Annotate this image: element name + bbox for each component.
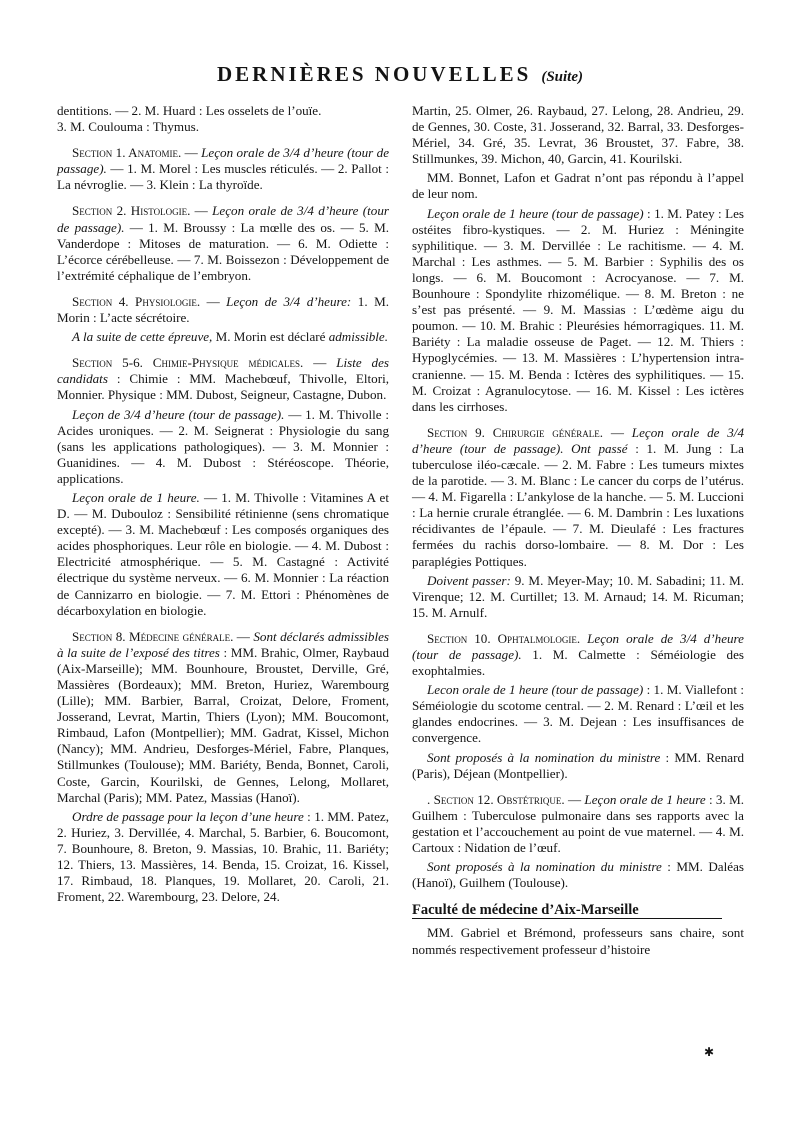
section-5-6-chimie-physique: Section 5-6. Chimie-Physique médicales. — Liste des candidats : Chimie : MM. Machebœuf, Thivolle, Eltori, Monnier. Physique : MM. Dubost, Seigneur, Castagne, Dubon.: [57, 355, 389, 403]
section-label: Section 10. Ophtalmologie.: [427, 630, 581, 646]
paragraph: Martin, 25. Olmer, 26. Raybaud, 27. Lelong, 28. Andrieu, 29. de Gennes, 30. Coste, 31. Josserand, 32. Barral, 33. Desforges-Mériel, 34. Gré, 35. Levrat, 36 Broustet, 37. Fabre, 38. Stillmunkes, 39. Michon, 40, Garcin, 41. Kourilski.: [412, 103, 744, 167]
left-column: [57, 103, 389, 908]
paragraph: Sont proposés à la nomination du ministre : MM. Renard (Paris), Déjean (Montpellier).: [412, 749, 744, 781]
right-column: [412, 103, 744, 961]
section-label: Section 4. Physiologie.: [72, 293, 201, 309]
page-header: [40, 62, 760, 87]
section-label: Section 9. Chirurgie générale.: [427, 424, 604, 440]
header-suite: (Suite): [541, 69, 583, 85]
section-label: Section 5-6. Chimie-Physique médicales.: [72, 355, 304, 371]
paragraph: Leçon de 3/4 d’heure (tour de passage). — 1. M. Thivolle : Acides uroniques. — 2. M. Seignerat : Physiologie du sang (sans les applications pathologiques). — 3. M. Monnier : Guanidines. — 4. M. Dubost : Stéréoscope. Théorie, applications.: [57, 406, 389, 486]
paragraph: MM. Bonnet, Lafon et Gadrat n’ont pas répondu à l’appel de leur nom.: [412, 170, 744, 202]
faculty-heading: Faculté de médecine d’Aix-Marseille: [412, 902, 722, 919]
section-2-histologie: Section 2. Histologie. — Leçon orale de 3/4 d’heure (tour de passage). — 1. M. Broussy : La mœlle des os. — 5. M. Vanderdope : Mitoses de maturation. — 6. M. Odiette : L’écorce cérébelleuse. — 7. M. Boissezon : Développement de l’extrémité céphalique de l’embryon.: [57, 203, 389, 283]
paragraph: Lecon orale de 1 heure (tour de passage) : 1. M. Viallefont : Séméiologie du scotome central. — 2. M. Renard : L’œil et les glandes endocrines. — 3. M. Dejean : Les insuffisances de convergence.: [412, 682, 744, 746]
header-title: DERNIÈRES NOUVELLES: [217, 62, 532, 86]
section-1-anatomie: Section 1. Anatomie. — Leçon orale de 3/4 d’heure (tour de passage). — 1. M. Morel : Les muscles réticulés. — 2. Pallot : La névroglie. — 3. Klein : La thyroïde.: [57, 145, 390, 193]
section-10-ophtalmologie: Section 10. Ophtalmologie. Leçon orale de 3/4 d’heure (tour de passage). 1. M. Calmette : Séméiologie des exophtalmies.: [412, 630, 744, 679]
paragraph: MM. Gabriel et Brémond, professeurs sans chaire, sont nommés respectivement professeur d’histoire: [412, 925, 744, 957]
paragraph: A la suite de cette épreuve, M. Morin est déclaré admissible.: [72, 329, 388, 345]
paragraph: Leçon orale de 1 heure (tour de passage) : 1. M. Patey : Les ostéites fibro-kystiques. — 2. M. Huriez : Méningite syphilitique. — 3. M. Dervillée : Le rachitisme. — 4. M. Marchal : Les asthmes. — 5. M. Barbier : Syphilis des os longs. — 6. M. Boucomont : Acrocyanose. — 7. M. Bounhoure : Spondylite rhizomélique. — 8. M. Breton : ne s’est pas présenté. — 9. M. Massias : L’œdème aigu du poumon. — 10. M. Brahic : Pleurésies hémorragiques. 11. M. Bariéty : La maladie osseuse de Paget. — 12. M. Thiers : Hypoglycémies. — 13. M. Massières : L’hypertension intra-cranienne. — 15. M. Benda : Ictères des syphilitiques. — 15. M. Croizat : Agranulocytose. — 16. M. Kissel : Les ictères dans les cirrhoses.: [412, 205, 744, 414]
paragraph: Ordre de passage pour la leçon d’une heure : 1. MM. Patez, 2. Huriez, 3. Dervillée, 4. Marchal, 5. Barbier, 6. Boucomont, 7. Bounhoure, 8. Breton, 9. Massias, 10. Brahic, 11. Bariéty; 12. Thiers, 13. Massières, 14. Benda, 15. Croizat, 16. Kissel, 17. Rimbaud, 18. Planques, 19. Mollaret, 20. Caroli, 21. Froment, 22. Warembourg, 23. Delore, 24.: [57, 808, 389, 905]
section-label: Section 1. Anatomie.: [72, 145, 182, 161]
section-9-chirurgie-generale: Section 9. Chirurgie générale. — Leçon orale de 3/4 d’heure (tour de passage). Ont passé : 1. M. Jung : La tuberculose iléo-cæcale. — 2. M. Fabre : Les tumeurs mixtes de la parotide. — 3. M. Blanc : Le cancer du corps de l’utérus. — 4. M. Figarella : L’ankylose de la hanche. — 5. M. Luccioni : La hernie crurale étranglée. — 6. M. Dambrin : Les luxations récidivantes de l’épaule. — 7. M. Dieulafé : Les fractures fermées du rachis dorso-lombaire. — 8. M. Dor : Les paraplégies Pottiques.: [412, 424, 744, 569]
section-label: Section 8. Médecine générale.: [72, 628, 234, 644]
paragraph: Sont proposés à la nomination du ministre : MM. Daléas (Hanoï), Guilhem (Toulouse).: [412, 859, 744, 891]
section-8-medecine-generale: Section 8. Médecine générale. — Sont déclarés admissibles à la suite de l’exposé des titres : MM. Brahic, Olmer, Raybaud (Aix-Marseille); MM. Bounhoure, Broustet, Derville, Gré, Massières (Bordeaux); MM. Breton, Huriez, Warembourg (Lille); MM. Barbier, Barral, Croizat, Delore, Froment, Josserand, Levrat, Martin, Thiers (Lyon); MM. Boucomont, Rimbaud, Lafon (Montpellier); MM. Gadrat, Kissel, Michon (Nancy); MM. Andrieu, Desforges-Mériel, Fabre, Planques, Stillmunkes (Toulouse); MM. Bariéty, Benda, Bonnet, Caroli, Coste, Garcin, Kourilski, de Gennes, Lelong, Mollaret, Marchal (Paris); MM. Patez, Massias (Hanoï).: [57, 628, 390, 805]
section-label: Section 12. Obstétrique.: [433, 791, 565, 807]
paragraph: Leçon orale de 1 heure. — 1. M. Thivolle : Vitamines A et D. — M. Dubouloz : Sensibilité rétinienne (sens chromatique excepté). — 3. M. Machebœuf : Les composés organiques des acides phosphoriques. Leur rôle en biologie. — 4. M. Dubost : Electricité atmosphérique. — 5. M. Castagné : Activité électrique du système nerveux. — 6. M. Monnier : La réaction de Cannizarro en biologie. — 7. M. Ettori : Phénomènes de décarboxylation en biologie.: [57, 489, 389, 618]
star-ornament: ✱: [704, 1045, 715, 1059]
section-12-obstetrique: . Section 12. Obstétrique. — Leçon orale de 1 heure : 3. M. Guilhem : Tuberculose pulmonaire dans ses rapports avec la gestation et l’accouchement au point de vue maternel. — 4. M. Cartoux : Nidation de l’œuf.: [412, 791, 744, 856]
section-4-physiologie: Section 4. Physiologie. — Leçon de 3/4 d’heure: 1. M. Morin : L’acte sécrétoire.: [57, 293, 389, 326]
section-label: Section 2. Histologie.: [72, 203, 191, 219]
paragraph: dentitions. — 2. M. Huard : Les osselets de l’ouïe. 3. M. Coulouma : Thymus.: [57, 103, 322, 135]
paragraph: Doivent passer: 9. M. Meyer-May; 10. M. Sabadini; 11. M. Virenque; 12. M. Curtillet; 13. M. Arnaud; 14. M. Ricuman; 15. M. Arnulf.: [412, 572, 744, 620]
